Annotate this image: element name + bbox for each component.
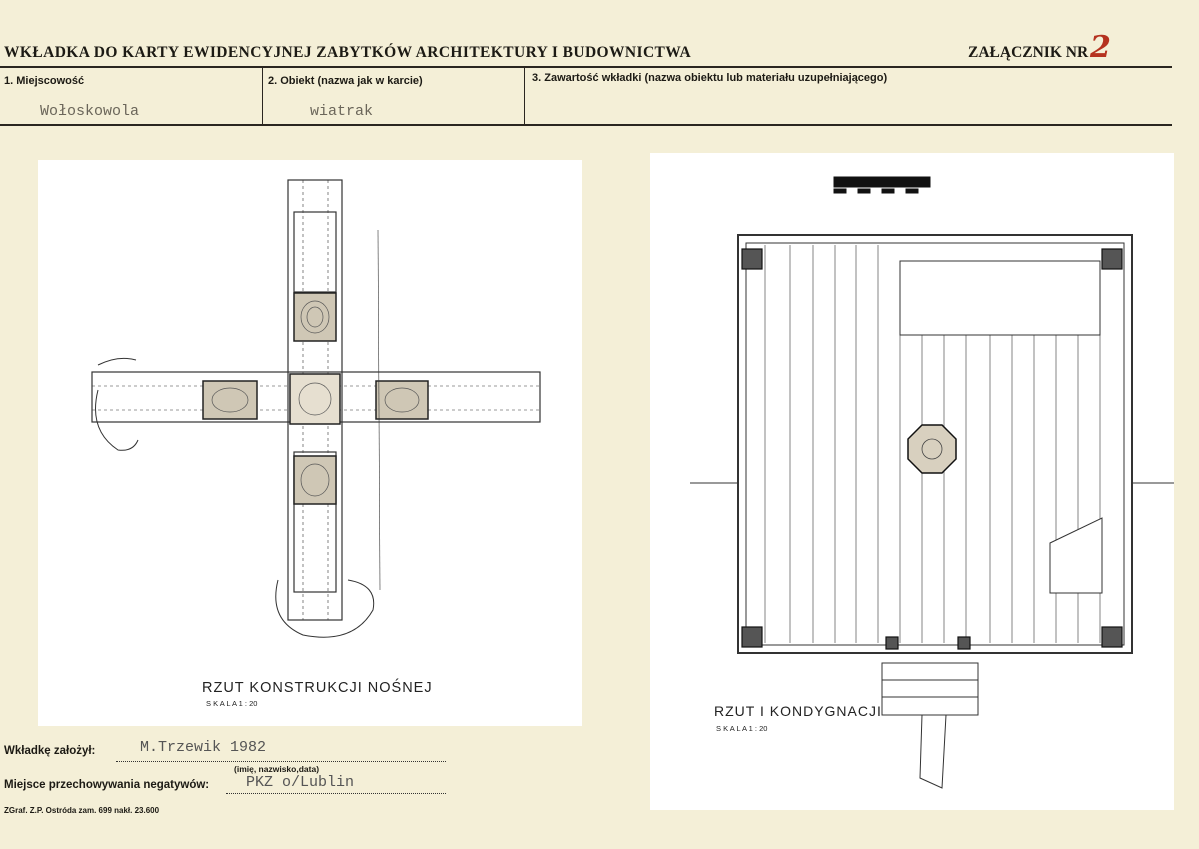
- attachment-label: ZAŁĄCZNIK NR: [968, 44, 1089, 61]
- support-structure-drawing: [38, 160, 582, 726]
- contents-label: 3. Zawartość wkładki (nazwa obiektu lub materiału uzupełniającego): [532, 72, 888, 84]
- object-value: wiatrak: [310, 103, 374, 120]
- left-caption: RZUT KONSTRUKCJI NOŚNEJ: [202, 680, 433, 696]
- fields-divider-2: [524, 68, 525, 124]
- support-structure-svg: [38, 160, 582, 726]
- fields-divider-1: [262, 68, 263, 124]
- right-scale: S K A L A 1 : 20: [716, 724, 768, 733]
- author-label: Wkładkę założył:: [4, 745, 96, 757]
- object-label: 2. Obiekt (nazwa jak w karcie): [268, 75, 423, 87]
- right-caption: RZUT I KONDYGNACJI: [714, 703, 882, 719]
- storage-label: Miejsce przechowywania negatywów:: [4, 779, 210, 791]
- storage-value: PKZ o/Lublin: [246, 774, 355, 791]
- first-storey-svg: [650, 153, 1174, 810]
- card-title: WKŁADKA DO KARTY EWIDENCYJNEJ ZABYTKÓW ARCHITEKTURY I BUDOWNICTWA: [4, 44, 692, 61]
- author-value: M.Trzewik 1982: [140, 739, 267, 756]
- first-storey-drawing: [650, 153, 1174, 810]
- header-rule: [0, 66, 1172, 68]
- attachment-number: 2: [1090, 30, 1111, 65]
- author-hint: (imię, nazwisko,data): [234, 764, 320, 774]
- author-dotted-line: [116, 760, 446, 762]
- locality-label: 1. Miejscowość: [4, 75, 85, 87]
- print-info: ZGraf. Z.P. Ostróda zam. 699 nakł. 23.600: [4, 806, 160, 815]
- storage-dotted-line: [226, 792, 446, 794]
- fields-bottom-rule: [0, 124, 1172, 126]
- left-scale: S K A L A 1 : 20: [206, 699, 258, 708]
- locality-value: Wołoskowola: [40, 103, 140, 120]
